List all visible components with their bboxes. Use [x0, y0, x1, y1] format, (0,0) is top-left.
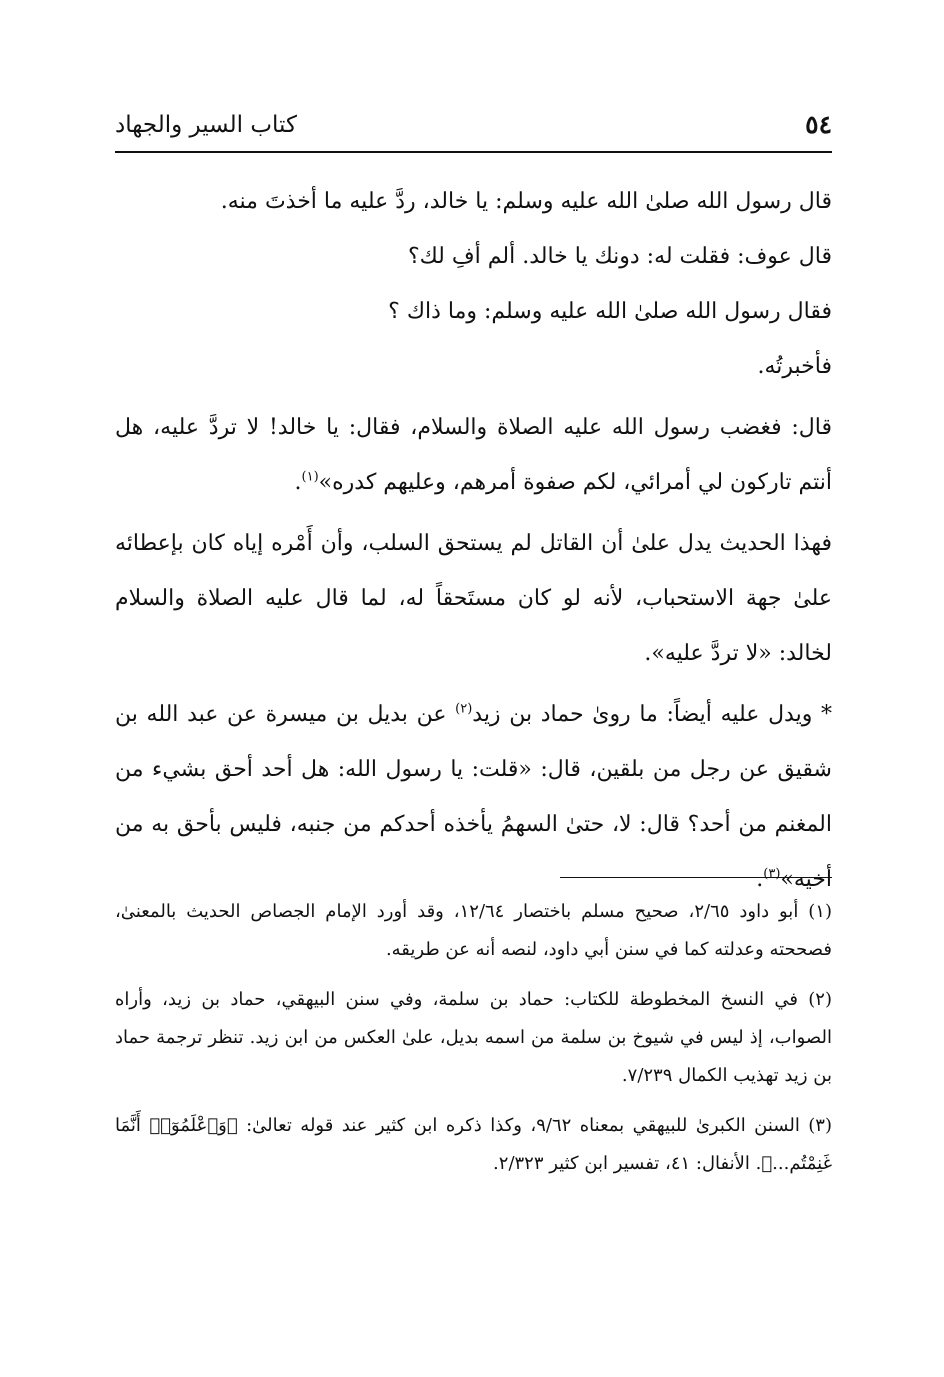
book-page [115, 0, 832, 1377]
paragraph-text: فأخبرتُه. [757, 354, 832, 379]
paragraph-text: قال عوف: فقلت له: دونك يا خالد. ألم أفِ لك؟ [407, 244, 832, 269]
footnote-1: (١) أبو داود ٢/٦٥، صحيح مسلم باختصار ١٢/٦٤، وقد أورد الإمام الجصاص الحديث بالمعنىٰ، فصححته وعدلته كما في سنن أبي داود، لنصه أنه عن طريقه. [115, 901, 832, 960]
paragraph-text: قال رسول الله صلىٰ الله عليه وسلم: يا خالد، ردَّ عليه ما أخذتَ منه. [220, 189, 832, 214]
footnote-separator [560, 877, 832, 878]
header-rule [115, 151, 832, 153]
paragraph-text: قال: فغضب رسول الله عليه الصلاة والسلام، فقال: يا خالد! لا تردَّ عليه، هل أنتم تاركون لي أمرائي، لكم صفوة أمرهم، وعليهم كدره» [115, 415, 832, 495]
footnote-3: (٣) السنن الكبرىٰ للبيهقي بمعناه ٩/٦٢، وكذا ذكره ابن كثير عند قوله تعالىٰ: ﴿وَٱعْلَمُوٓا۟ أَنَّمَا غَنِمْتُم...﴾. الأنفال: ٤١، تفسير ابن كثير ٢/٣٢٣. [115, 1115, 832, 1174]
footnote-2: (٢) في النسخ المخطوطة للكتاب: حماد بن سلمة، وفي سنن البيهقي، حماد بن زيد، وأراه الصواب، إذ ليس في شيوخ بن سلمة من اسمه بديل، علىٰ العكس من ابن زيد. تنظر ترجمة حماد بن زيد تهذيب الكمال ٧/٢٣٩. [115, 989, 832, 1086]
page-number: ٥٤ [805, 110, 832, 139]
footnotes [115, 893, 832, 1195]
paragraph-text: عن بديل بن ميسرة عن عبد الله بن شقيق عن رجل من بلقين، قال: «قلت: يا رسول الله: هل أحد أحق بشيء من المغنم من أحد؟ قال: لا، حتىٰ السهمُ يأخذه أحدكم من جنبه، فليس بأحق به من أخيه» [115, 702, 832, 892]
paragraph [115, 284, 832, 339]
paragraph [115, 400, 832, 510]
paragraph [115, 174, 832, 229]
paragraph [115, 339, 832, 394]
paragraph [115, 687, 832, 907]
paragraph [115, 516, 832, 681]
footnote-marker: (٢) [455, 701, 473, 717]
footnote-marker: (١) [301, 469, 319, 485]
paragraph-text: * ويدل عليه أيضاً: ما روىٰ حماد بن زيد [472, 702, 833, 727]
main-text [115, 174, 832, 907]
paragraph-text: فهذا الحديث يدل علىٰ أن القاتل لم يستحق السلب، وأن أَمْره إياه كان بإعطائه علىٰ جهة الاستحباب، لأنه لو كان مستَحقاً له، لما قال عليه الصلاة والسلام لخالد: «لا تردَّ عليه». [115, 531, 832, 666]
paragraph-end: . [756, 867, 764, 892]
paragraph [115, 229, 832, 284]
running-title: كتاب السير والجهاد [115, 112, 297, 138]
footnote-marker: (٣) [763, 866, 781, 882]
paragraph-text: فقال رسول الله صلىٰ الله عليه وسلم: وما ذاك ؟ [388, 299, 832, 324]
paragraph-end: . [294, 470, 302, 495]
page-header [115, 108, 832, 148]
